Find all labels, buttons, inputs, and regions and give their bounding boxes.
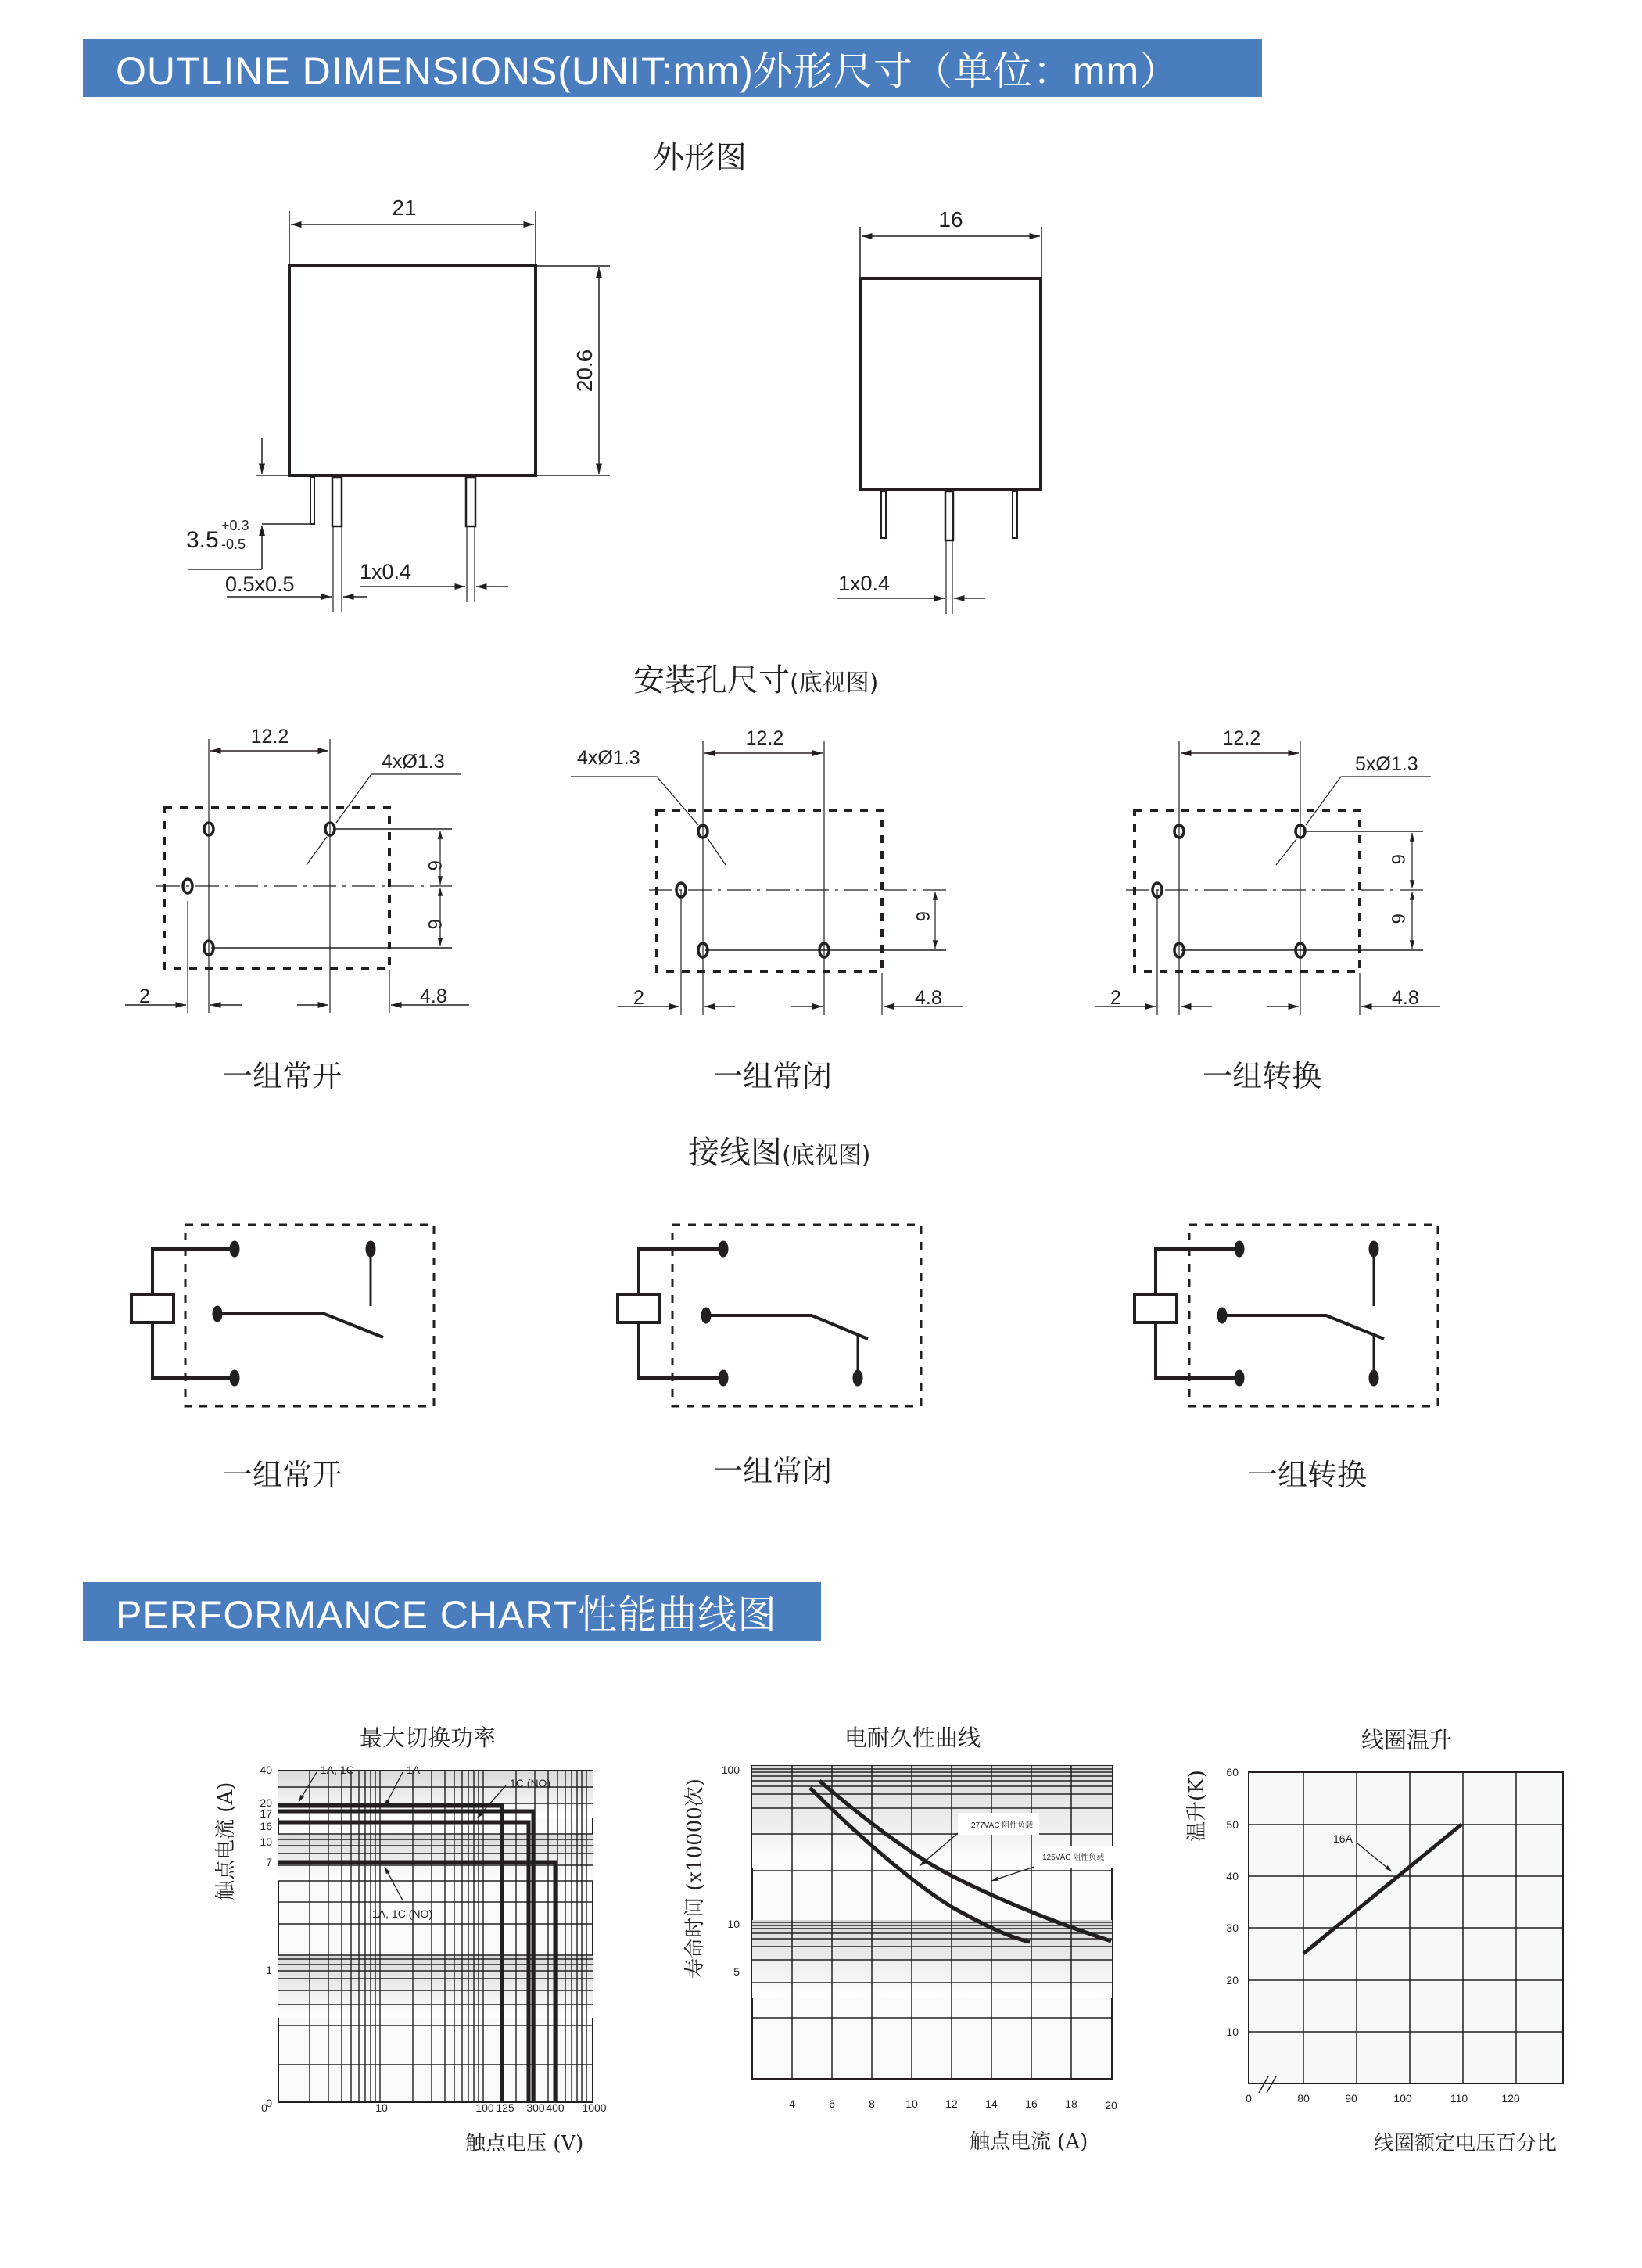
svg-text:17: 17 (260, 1807, 272, 1820)
mounting-title-text: 安装孔尺寸 (633, 662, 790, 698)
chart2-series-277: 277VAC 阻性负载 (971, 1821, 1034, 1830)
chart2-title: 电耐久性曲线 (844, 1724, 981, 1751)
chart1-series-1a1c: 1A, 1C (321, 1764, 354, 1776)
mount3-pitch: 12.2 (1222, 727, 1261, 749)
wiring-caption-no: 一组常开 (223, 1458, 342, 1492)
chart3-ylabel: 温升(K) (1185, 1770, 1209, 1842)
svg-text:40: 40 (1226, 1870, 1239, 1882)
svg-text:10: 10 (375, 2101, 388, 2114)
chart1-ylabel: 触点电流 (A) (214, 1782, 238, 1900)
svg-text:1: 1 (266, 1964, 272, 1976)
mount-caption-no: 一组常开 (223, 1059, 342, 1093)
svg-text:30: 30 (1226, 1922, 1239, 1934)
mount3-v1: 6 (1387, 854, 1408, 865)
chart1-series-1a: 1A (407, 1764, 421, 1776)
svg-text:0: 0 (266, 2097, 272, 2109)
outline-dimensions-banner: OUTLINE DIMENSIONS(UNIT:mm)外形尺寸（单位：mm） (83, 39, 1262, 97)
svg-text:10: 10 (727, 1918, 740, 1930)
svg-text:12: 12 (945, 2098, 958, 2110)
mount1-v2: 6 (424, 919, 445, 930)
svg-text:20: 20 (260, 1796, 272, 1809)
chart2-ylabel: 寿命时间 (x10000次) (683, 1778, 707, 1979)
wiring-caption-nc: 一组常闭 (713, 1454, 833, 1488)
mount1-right: 4.8 (420, 985, 447, 1007)
mount2-pitch: 12.2 (745, 727, 784, 749)
chart3-xticks (1246, 2092, 1520, 2105)
svg-text:50: 50 (1226, 1818, 1239, 1831)
side-pin-label: 1x0.4 (838, 572, 891, 595)
svg-text:80: 80 (1297, 2092, 1310, 2105)
chart2-yticks (722, 1764, 740, 1978)
svg-text:100: 100 (721, 1764, 740, 1776)
chart1-yticks (260, 1764, 272, 2109)
svg-text:40: 40 (260, 1764, 272, 1776)
svg-text:120: 120 (1501, 2092, 1520, 2105)
mount1-left: 2 (139, 985, 150, 1007)
mount1-v1: 6 (424, 860, 445, 871)
coil-pin-label: 0.5x0.5 (225, 572, 295, 596)
svg-text:10: 10 (260, 1836, 272, 1848)
svg-text:20: 20 (1226, 1974, 1239, 1986)
chart2-plot (752, 1766, 1113, 2079)
chart1-title: 最大切换功率 (360, 1724, 497, 1751)
svg-text:16: 16 (1025, 2098, 1038, 2110)
chart3-title: 线圈温升 (1361, 1727, 1453, 1753)
svg-text:0: 0 (261, 2101, 267, 2114)
mount3-holes: 5xØ1.3 (1355, 753, 1418, 775)
svg-text:100: 100 (1393, 2092, 1412, 2105)
svg-text:18: 18 (1065, 2098, 1077, 2110)
chart3-xlabel: 线圈额定电压百分比 (1374, 2132, 1558, 2155)
svg-text:10: 10 (1226, 2026, 1239, 2038)
mount2-v1: 6 (912, 911, 933, 922)
svg-text:125: 125 (496, 2101, 514, 2114)
mount-caption-co: 一组转换 (1203, 1059, 1322, 1093)
performance-chart-banner: PERFORMANCE CHART性能曲线图 (83, 1582, 821, 1641)
mount1-pitch: 12.2 (250, 726, 289, 748)
svg-text:6: 6 (829, 2098, 835, 2110)
contact-pin-label: 1x0.4 (360, 560, 412, 583)
chart1-xlabel: 触点电压 (V) (465, 2132, 584, 2155)
chart1-series-1a1cno: 1A, 1C (NO) (372, 1907, 433, 1920)
svg-text:20: 20 (1105, 2099, 1117, 2112)
svg-text:110: 110 (1450, 2092, 1468, 2105)
svg-text:10: 10 (905, 2098, 918, 2110)
svg-text:8: 8 (869, 2098, 875, 2110)
chart2-series-125: 125VAC 阻性负载 (1042, 1854, 1105, 1862)
wiring-title-text: 接线图 (688, 1135, 782, 1171)
pin-length-tol-plus: +0.3 (221, 518, 249, 533)
svg-text:0: 0 (1246, 2092, 1252, 2105)
side-width-label: 16 (938, 207, 963, 231)
svg-text:7: 7 (266, 1856, 272, 1868)
svg-text:16: 16 (260, 1820, 272, 1832)
chart1-xticks (261, 2101, 607, 2114)
chart2-xticks (789, 2098, 1117, 2112)
svg-text:100: 100 (475, 2101, 494, 2114)
front-width-label: 21 (392, 196, 417, 220)
chart3-yticks (1226, 1766, 1239, 2038)
mount3-right: 4.8 (1392, 987, 1419, 1009)
svg-text:14: 14 (985, 2098, 998, 2110)
wiring-title-note: (底视图) (782, 1142, 871, 1169)
mount3-v2: 6 (1387, 913, 1408, 924)
chart3-plot (1249, 1772, 1563, 2093)
mount1-holes: 4xØ1.3 (382, 751, 445, 773)
mount2-left: 2 (633, 987, 644, 1009)
mount2-right: 4.8 (915, 987, 942, 1009)
svg-text:1000: 1000 (582, 2101, 607, 2114)
mount2-holes: 4xØ1.3 (577, 747, 640, 769)
svg-text:300: 300 (526, 2101, 545, 2114)
mount-caption-nc: 一组常闭 (713, 1059, 833, 1093)
svg-text:90: 90 (1345, 2092, 1357, 2105)
front-height-label: 20.6 (572, 349, 597, 393)
chart1-plot (278, 1771, 593, 2102)
chart3-series-16a: 16A (1333, 1832, 1353, 1845)
svg-text:5: 5 (733, 1965, 740, 1978)
wiring-caption-co: 一组转换 (1248, 1458, 1368, 1492)
mounting-title-note: (底视图) (790, 669, 879, 697)
pin-length-label: 3.5 (186, 527, 219, 553)
svg-text:400: 400 (546, 2101, 565, 2114)
mount3-left: 2 (1110, 987, 1121, 1009)
svg-text:4: 4 (789, 2098, 795, 2110)
pin-length-tol-minus: -0.5 (221, 536, 246, 552)
chart2-xlabel: 触点电流 (A) (970, 2130, 1088, 2154)
chart1-series-1cno: 1C (NO) (510, 1777, 551, 1789)
svg-text:60: 60 (1226, 1766, 1239, 1778)
outline-title: 外形图 (653, 140, 747, 176)
